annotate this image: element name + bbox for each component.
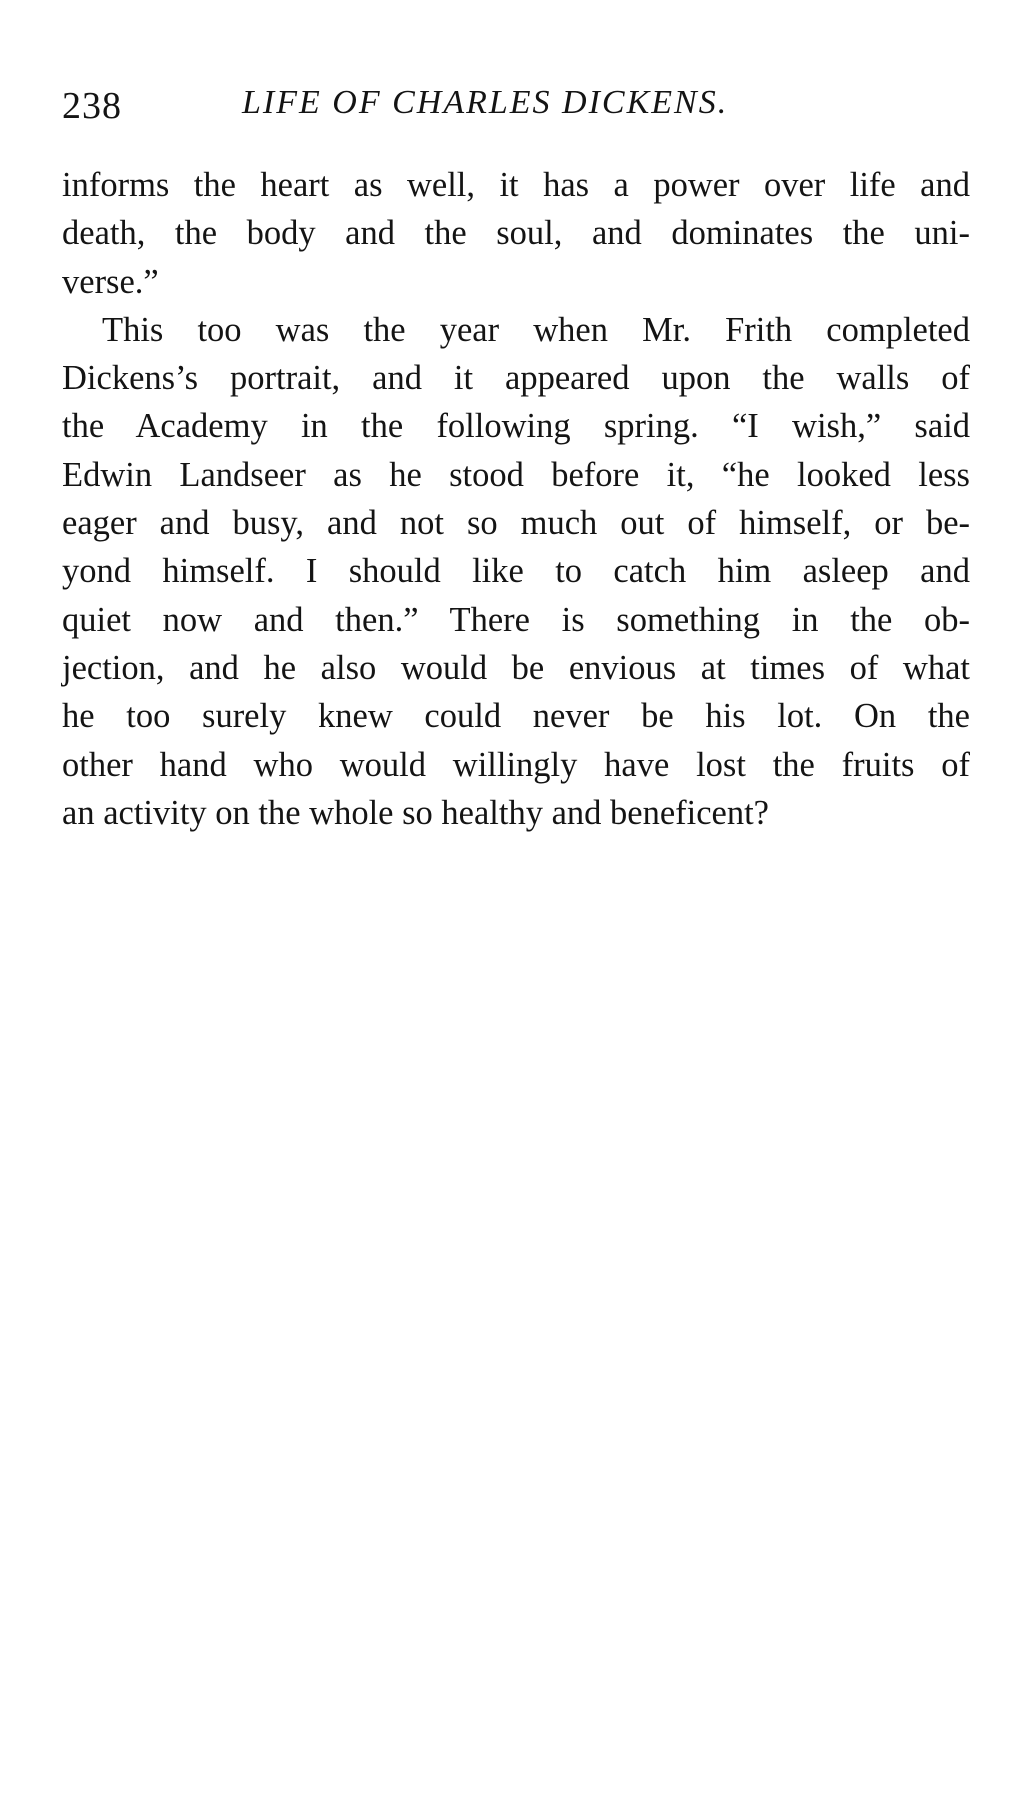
text-line: informs the heart as well, it has a power over life and	[62, 166, 970, 204]
text-line: verse.”	[62, 262, 159, 301]
text-line: Dickens’s portrait, and it appeared upon the walls of	[62, 359, 970, 398]
text-line: an activity on the whole so healthy and beneficent?	[62, 793, 769, 832]
text-line: he too surely knew could never be his lot. On the	[62, 697, 970, 736]
text-line: other hand who would willingly have lost the fruits of	[62, 745, 970, 784]
body-text	[62, 161, 970, 837]
text-line: jection, and he also would be envious at times of what	[62, 648, 970, 687]
text-line: This too was the year when Mr. Frith completed	[102, 310, 970, 349]
text-line: the Academy in the following spring. “I wish,” said	[62, 407, 970, 446]
page-number: 238	[62, 85, 122, 127]
paragraph-continued	[62, 161, 970, 306]
text-line: quiet now and then.” There is something in the ob-	[62, 600, 970, 639]
paragraph-frith-portrait	[62, 306, 970, 837]
text-line: yond himself. I should like to catch him asleep and	[62, 552, 970, 591]
running-head	[62, 78, 970, 128]
text-line: eager and busy, and not so much out of himself, or be-	[62, 504, 970, 543]
text-line: death, the body and the soul, and dominates the uni-	[62, 214, 970, 253]
text-line: Edwin Landseer as he stood before it, “he looked less	[62, 455, 970, 494]
running-title: LIFE OF CHARLES DICKENS.	[242, 84, 729, 121]
